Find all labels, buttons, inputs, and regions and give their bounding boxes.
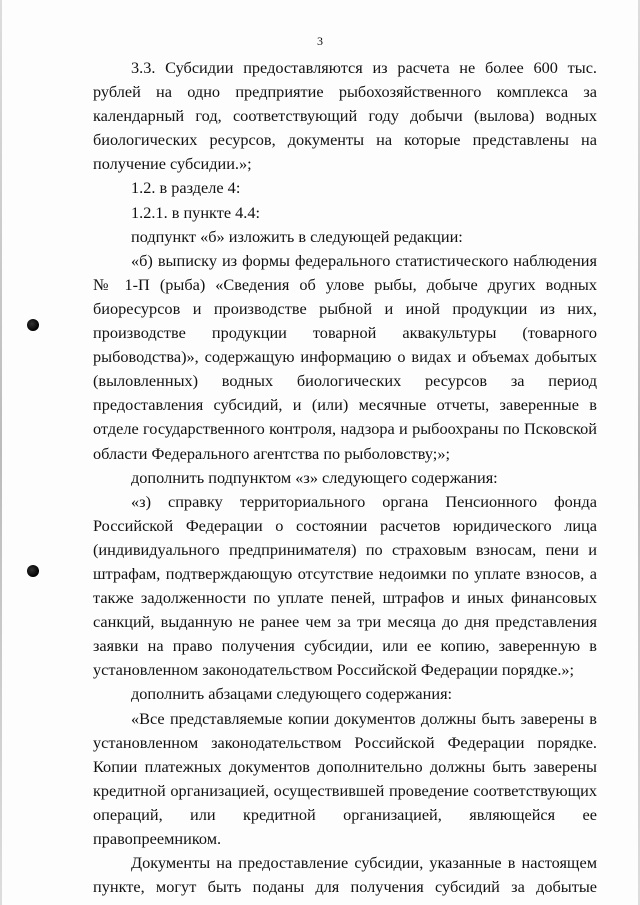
page-edge-left bbox=[0, 0, 2, 905]
document-body bbox=[93, 56, 597, 899]
punch-hole-top bbox=[27, 319, 39, 331]
paragraph-subpoint-b: «б) выписку из формы федерального статистического наблюдения № 1-П (рыба) «Сведения об улове рыбы, добыче других водных биоресурсов и производстве рыбной и иной продукции из них, производстве продукции товарной аквакультуры (товарного рыбоводства)», содержащую информацию о видах и объемах добытых (выловленных) водных биологических ресурсов за период предоставления субсидий, и (или) месячные отчеты, заверенные в отделе государственного контроля, надзора и рыбоохраны по Псковской области Федерального агентства по рыболовству;»; bbox=[93, 250, 597, 463]
paragraph-3-3: 3.3. Субсидии предоставляются из расчета не более 600 тыс. рублей на одно предприятие рыбохозяйственного комплекса за календарный год, соответствующий году добычи (вылова) водных биологических ресурсов, документы на которые представлены на получение субсидии.»; bbox=[93, 58, 597, 174]
paragraph-subpoint-z: «з) справку территориального органа Пенсионного фонда Российской Федерации о состоянии расчетов юридического лица (индивидуального предпринимателя) по страховым взносам, пени и штрафам, подтверждающую отсутствие недоимки по уплате взносов, а также задолженности по уплате пеней, штрафов и иных финансовых санкций, выданную не ранее чем за три месяца до дня представления заявки на право получения субсидии, или ее копию, заверенную в установленном законодательством Российской Федерации порядке.»; bbox=[93, 491, 597, 680]
paragraph-subpoint-z-intro: дополнить подпунктом «з» следующего содержания: bbox=[131, 467, 498, 487]
punch-hole-bottom bbox=[27, 565, 39, 577]
paragraph-subpoint-b-intro: подпункт «б» изложить в следующей редакции: bbox=[131, 226, 463, 246]
paragraph-copies: «Все представляемые копии документов должны быть заверены в установленном законодательством Российской Федерации порядке. Копии платежных документов дополнительно должны быть заверены кредитной организацией, осуществившей проведение соответствующих операций, или кредитной организацией, являющейся ее правопреемником. bbox=[93, 708, 597, 848]
paragraph-documents: Документы на предоставление субсидии, указанные в настоящем пункте, могут быть поданы для получения субсидий за добытые bbox=[93, 853, 597, 897]
paragraph-1-2-1: 1.2.1. в пункте 4.4: bbox=[131, 202, 261, 222]
paragraph-add-intro: дополнить абзацами следующего содержания: bbox=[131, 684, 453, 704]
paragraph-1-2: 1.2. в разделе 4: bbox=[131, 178, 241, 198]
page-number: 3 bbox=[317, 34, 323, 48]
